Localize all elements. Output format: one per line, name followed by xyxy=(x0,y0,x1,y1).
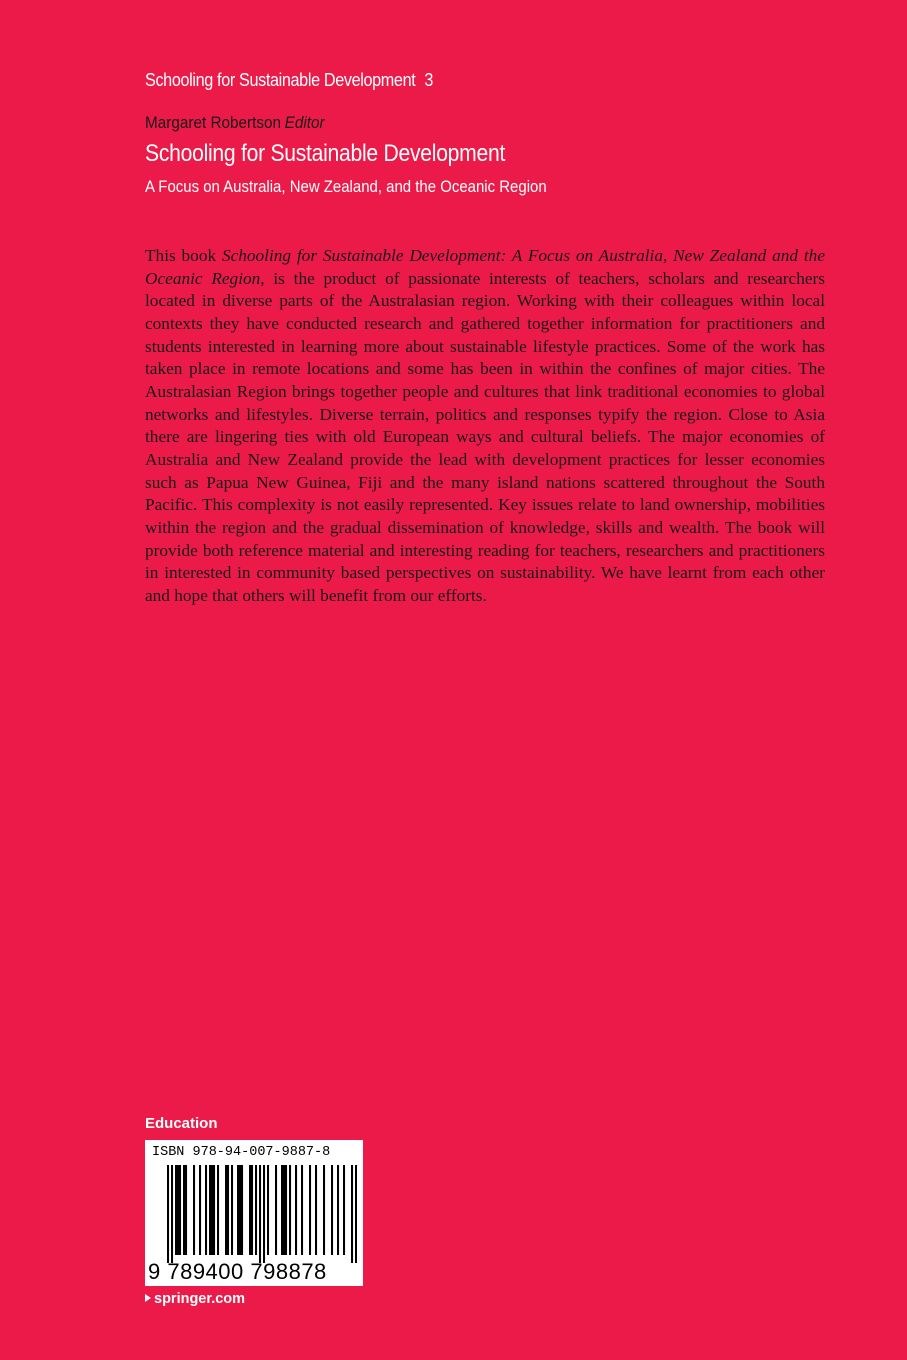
barcode-bar xyxy=(171,1165,173,1263)
barcode-bar xyxy=(199,1165,201,1255)
barcode-bar xyxy=(281,1165,283,1255)
editor-name: Margaret Robertson xyxy=(145,113,282,132)
blurb-paragraph xyxy=(145,245,825,608)
barcode-bar xyxy=(239,1165,241,1255)
barcode-bar xyxy=(213,1165,215,1255)
barcode-bar xyxy=(241,1165,243,1255)
editor-line xyxy=(145,113,325,133)
barcode-bar xyxy=(185,1165,187,1255)
barcode-bar xyxy=(301,1165,303,1255)
barcode-bar xyxy=(231,1165,233,1255)
barcode-bar xyxy=(251,1165,253,1255)
book-subtitle: A Focus on Australia, New Zealand, and the Oceanic Region xyxy=(145,177,547,196)
book-title: Schooling for Sustainable Development xyxy=(145,140,506,167)
blurb-body: , is the product of passionate interests of teachers, scholars and researchers located in diverse parts of the Australasian region. Working with their colleagues within local contexts they have conducted research and gathered together information for practitioners and students interested in learning more about sustainable lifestyle practices. Some of the work has taken place in remote locations and some has been in within the confines of major cities. The Australasian Region brings together people and cultures that link traditional economies to global networks and lifestyles. Diverse terrain, politics and responses typify the region. Close to Asia there are lingering ties with old European ways and cultural beliefs. The major economies of Australia and New Zealand provide the lead with development practices for lesser economies such as Papua New Guinea, Fiji and the many island nations scattered throughout the South Pacific. This complexity is not easily represented. Key issues relate to land ownership, mobilities within the region and the gradual dissemination of knowledge, skills and wealth. The book will provide both reference material and interesting reading for teachers, researchers and practitioners in interested in community based perspectives on sustainability. We have learnt from each other and hope that others will benefit from our efforts. xyxy=(145,268,825,605)
blurb-intro: This book xyxy=(145,246,222,265)
barcode-bar xyxy=(211,1165,213,1255)
barcode-bar xyxy=(179,1165,181,1255)
barcode-bar xyxy=(249,1165,251,1255)
barcode-bars xyxy=(167,1165,357,1263)
barcode-bar xyxy=(205,1165,207,1255)
barcode-bar xyxy=(227,1165,229,1255)
barcode-bar xyxy=(267,1165,269,1255)
series-volume: 3 xyxy=(424,70,434,90)
subject-category: Education xyxy=(145,1115,218,1132)
barcode-bar xyxy=(315,1165,317,1255)
publisher-website xyxy=(145,1291,245,1307)
barcode-bar xyxy=(193,1165,195,1255)
series-line xyxy=(145,70,433,91)
barcode-bar xyxy=(225,1165,227,1255)
barcode-bar xyxy=(263,1165,265,1263)
barcode-bar xyxy=(183,1165,185,1255)
barcode-bar xyxy=(259,1165,261,1263)
barcode-bar xyxy=(289,1165,291,1255)
barcode-bar xyxy=(209,1165,211,1255)
website-text: springer.com xyxy=(154,1291,246,1307)
barcode-bar xyxy=(177,1165,179,1255)
barcode-bar xyxy=(343,1165,345,1255)
blurb-italic-title: Schooling for Sustainable Development: A Focus on Australia, New Zealand and the Oceanic Region xyxy=(145,246,825,288)
barcode-bar xyxy=(275,1165,277,1255)
barcode-bar xyxy=(331,1165,333,1255)
barcode-bar xyxy=(255,1165,257,1255)
barcode-bar xyxy=(355,1165,357,1263)
barcode-bar xyxy=(351,1165,353,1263)
barcode-bar xyxy=(237,1165,239,1255)
editor-role: Editor xyxy=(284,113,325,132)
arrow-right-icon xyxy=(145,1294,151,1302)
barcode-bar xyxy=(309,1165,311,1255)
isbn-label: ISBN 978-94-007-9887-8 xyxy=(152,1145,331,1160)
barcode-bar xyxy=(295,1165,297,1255)
barcode-bar xyxy=(175,1165,177,1255)
ean-digits: 9 789400 798878 xyxy=(148,1259,327,1284)
barcode-bar xyxy=(337,1165,339,1255)
barcode-bar xyxy=(167,1165,169,1263)
barcode-bar xyxy=(283,1165,285,1255)
barcode-bar xyxy=(285,1165,287,1255)
barcode-bar xyxy=(217,1165,219,1255)
series-name: Schooling for Sustainable Development xyxy=(145,70,416,90)
barcode-bar xyxy=(323,1165,325,1255)
isbn-barcode xyxy=(145,1140,363,1286)
